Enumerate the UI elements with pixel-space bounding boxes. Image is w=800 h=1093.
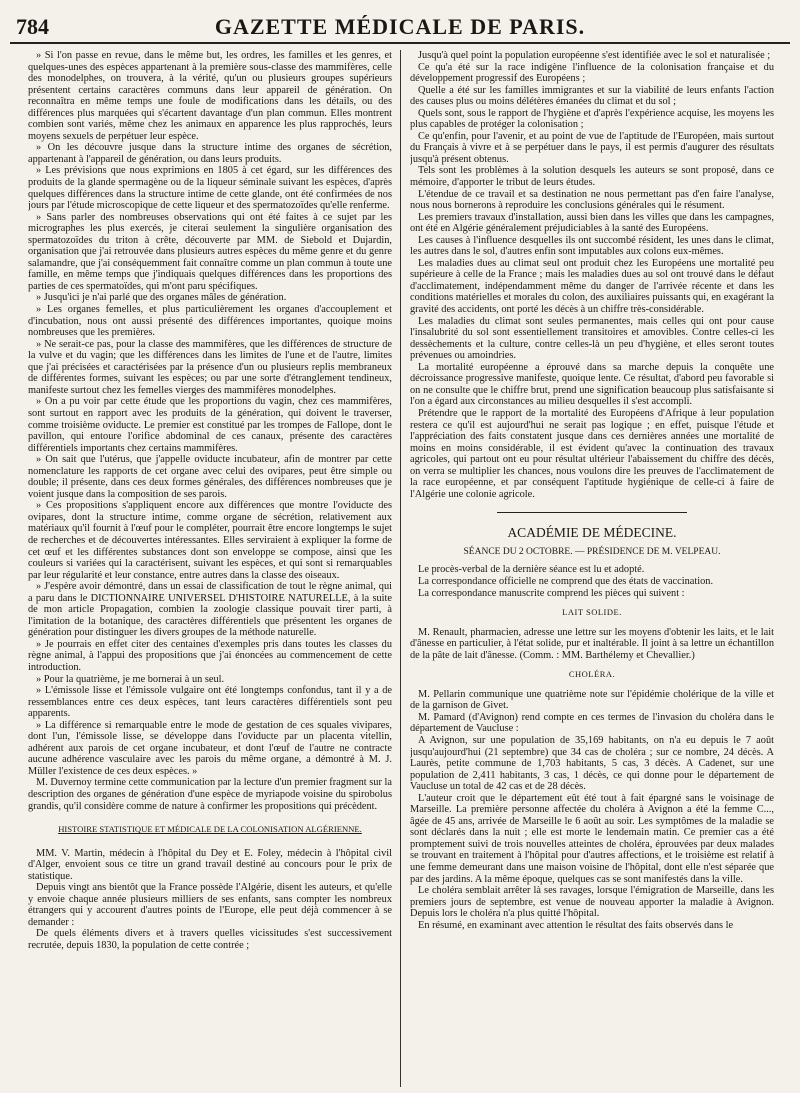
session-line: SÉANCE DU 2 OCTOBRE. — PRÉSIDENCE DE M. VELPEAU. [463, 546, 721, 557]
journal-title: GAZETTE MÉDICALE DE PARIS. [214, 14, 586, 39]
paragraph: » J'espère avoir démontré, dans un essai de classification de tout le règne animal, qui a paru dans le DICTIONNAIRE UNIVERSEL D'HISTOIRE NATURELLE, à la suite de mon article Propagation, combien la zoologie classique pouvait tirer parti, à l'imitation de la botanique, des caractères différentiels que présentent les organes de génération pour distinguer les divers groupes de la méthode naturelle. [28, 581, 392, 639]
subsection-heading: LAIT SOLIDE. [562, 607, 622, 618]
paragraph: » L'émissole lisse et l'émissole vulgaire ont été longtemps confondus, tant il y a de ressemblances entre ces deux espèces, tant leurs caractères différentiels sont peu apparents. [28, 685, 392, 720]
paragraph: » Sans parler des nombreuses observations qui ont été faites à ce sujet par les micrographes les plus exercés, je citerai seulement la singulière organisation des spermatozoïdes du triton à crête, découverte par MM. de Siebold et Dujardin, organisation que j'ai retrouvée dans plusieurs autres espèces du même genre et du genre salamandre, que j'ai conséquemment fait connaître comme un plan commun à toute une famille, en même temps que j'indiquais quelques différences dans les proportions des parties de ces spermatoïdes, qui m'ont paru spécifiques. [28, 212, 392, 293]
paragraph: La correspondance officielle ne comprend que des états de vaccination. [418, 575, 714, 587]
paragraph: » Je pourrais en effet citer des centaines d'exemples pris dans toutes les classes du règne animal, à l'appui des propositions que j'ai énoncées au commencement de cette introduction. [28, 639, 392, 674]
paragraph: Les causes à l'influence desquelles ils ont succombé résident, les unes dans le climat, les autres dans le sol, d'autres enfin sont imputables aux colons eux-mêmes. [410, 234, 774, 258]
page-number: 784 [16, 14, 49, 39]
paragraph: Quels sont, sous le rapport de l'hygiène et d'après l'expérience acquise, les moyens les plus capables de protéger la colonisation ; [410, 107, 774, 131]
left-column [28, 50, 392, 1089]
paragraph: » Ces propositions s'appliquent encore aux différences que montre l'oviducte des ovipares, dont la structure intime, comme organe de sécrétion, relativement aux matériaux qu'il fournit à l'œuf pour le compléter, pourrait être encore longtemps le sujet de recherches et de découvertes intéressantes. Elles serviraient à expliquer la forme de cet œuf et les différentes substances dont son enveloppe se compose, ainsi que les couleurs si variées qui la caractérisent, suivant les espèces, et qui sont si remarquables par leur régularité et leur constance, entre autres dans la classe des oiseaux. [28, 500, 392, 581]
paragraph: Depuis vingt ans bientôt que la France possède l'Algérie, disent les auteurs, et qu'elle y envoie chaque année plusieurs milliers de ses enfants, sans compter les nombreux étrangers qui y accourent d'autres points de l'Europe, elle peut déjà commencer à se demander : [28, 882, 392, 928]
paragraph: L'étendue de ce travail et sa destination ne nous permettant pas d'en faire l'analyse, nous nous bornerons à reproduire les conclusions générales qui le résument. [410, 188, 774, 212]
paragraph: Les maladies dues au climat seul ont produit chez les Européens une mortalité peu supérieure à celle de la France ; mais les maladies dues au sol ont trouvé dans le défaut d'acclimatement, indépendamment même du danger de l'arrivée récente et dans les conditions matérielles et morales du colon, des auxiliaires puissants qui, en exagérant la gravité des accidents, ont porté les décès à un chiffre très-considérable. [410, 257, 774, 316]
paragraph: La correspondance manuscrite comprend les pièces qui suivent : [418, 587, 685, 599]
paragraph: » On les découvre jusque dans la structure intime des organes de sécrétion, appartenant à l'appareil de génération, ou dans leurs produits. [28, 142, 392, 165]
paragraph: M. Renault, pharmacien, adresse une lettre sur les moyens d'obtenir les laits, et le lait d'ânesse en particulier, à l'état solide, pur et inaltérable. Il joint à sa lettre un échantillon de la pâte de lait d'ânesse. (Comm. : MM. Barthélemy et Chevallier.) [410, 626, 774, 661]
paragraph: Le procès-verbal de la dernière séance est lu et adopté. [418, 564, 645, 576]
paragraph: » Pour la quatrième, je me bornerai à un seul. [28, 674, 392, 686]
paragraph: Ce qu'enfin, pour l'avenir, et au point de vue de l'aptitude de l'Européen, mais surtout du Français à vivre et à se perpétuer dans le pays, il est permis d'augurer des résultats jusqu'à présent obtenus. [410, 130, 774, 165]
paragraph: Jusqu'à quel point la population européenne s'est identifiée avec le sol et naturalisée ; [418, 50, 771, 61]
section-divider [497, 512, 687, 513]
paragraph: » Si l'on passe en revue, dans le même but, les ordres, les familles et les genres, et quelques-unes des espèces appartenant à la première sous-classe des mammifères, celle des monodelphes, on trouvera, à la vérité, qu'un ou plusieurs groupes supérieurs présentent certains caractères communs dans leur appareil de génération. On reconnaîtra en même temps une foule de modifications dans les détails, ou des différences plus marquées qui s'écartent davantage d'un plan commun. Elles montrent combien sont variés, même chez les animaux en apparence les plus rapprochés, leurs moyens sexuels de perpétuer leur espèce. [28, 50, 392, 142]
section-title: HISTOIRE STATISTIQUE ET MÉDICALE DE LA COLONISATION ALGÉRIENNE. [58, 824, 362, 835]
paragraph: » On a pu voir par cette étude que les proportions du vagin, chez ces mammifères, sont surtout en rapport avec les produits de la génération, qui doivent le traverser, comme troisième oviducte. Le premier est constitué par les trompes de Fallope, dont le pavillon, qui entoure l'orifice abdominal de ces canaux, présente des caractères différentiels importants chez certains mammifères. [28, 396, 392, 454]
paragraph: » Jusqu'ici je n'ai parlé que des organes mâles de génération. [28, 292, 392, 304]
paragraph: Le choléra semblait arrêter là ses ravages, lorsque l'émigration de Marseille, dans les premiers jours de septembre, est venue de nouveau apporter la maladie à Avignon. Depuis lors le choléra n'a plus quitté l'hôpital. [410, 885, 774, 920]
right-column [410, 50, 774, 1089]
paragraph: En résumé, en examinant avec attention le résultat des faits observés dans le [418, 919, 734, 931]
paragraph: M. Duvernoy termine cette communication par la lecture d'un premier fragment sur la description des organes de génération d'une espèce de myriapode voisine du spirobolus grandis, qu'il considère comme de nature à confirmer les propositions qui précèdent. [28, 777, 392, 812]
paragraph: Ce qu'a été sur la race indigène l'influence de la colonisation française et du développement progressif des Européens ; [410, 61, 774, 85]
column-divider [400, 50, 401, 1087]
academy-heading: ACADÉMIE DE MÉDECINE. [507, 525, 677, 541]
paragraph: » La différence si remarquable entre le mode de gestation de ces squales vivipares, dont l'un, l'émissole lisse, se développe dans l'oviducte par un placenta vitellin, adhérent aux parois de cet organe incubateur, et dont l'œuf de l'autre ne contracte aucune adhérence vasculaire avec les parois du même organe, a démontré à M. J. Müller l'existence de ces deux espèces. » [28, 720, 392, 778]
paragraph: Tels sont les problèmes à la solution desquels les auteurs se sont proposé, dans ce mémoire, d'apporter le tribut de leurs études. [410, 165, 774, 189]
paragraph: MM. V. Martin, médecin à l'hôpital du Dey et E. Foley, médecin à l'hôpital civil d'Alger, envoient sous ce titre un grand travail destiné au concours pour le prix de statistique. [28, 847, 392, 882]
paragraph: Quelle a été sur les familles immigrantes et sur la viabilité de leurs enfants l'action des causes plus ou moins délétères émanées du climat et du sol ; [410, 84, 774, 108]
paragraph: L'auteur croit que le département eût été tout à fait épargné sans le voisinage de Marseille. La première personne affectée du choléra à Avignon a été la femme C..., âgée de 45 ans, arrivée de Marseille le 6 août au soir. Les symptômes de la maladie se sont déclarés dans la nuit ; elle est morte le lendemain matin. Ce premier cas a été promptement suivi de trois nouvelles atteintes de choléra, éprouvées par deux malades se trouvant en traitement à l'hôpital pour d'autres affections, et le troisième est relatif à une femme demeurant dans une maison voisine de l'hôpital, dont elle n'est séparée que par des jardins. A la même époque, quelques cas se sont manifestés dans la ville. [410, 792, 774, 885]
paragraph: La mortalité européenne a éprouvé dans sa marche depuis la conquête une décroissance progressive manifeste, quoique lente. Ce résultat, d'abord peu favorable si on ne consulte que le chiffre brut, prend une signification beaucoup plus satisfaisante si l'on a égard aux circonstances au milieu desquelles il s'est accompli. [410, 361, 774, 408]
paragraph: » On sait que l'utérus, que j'appelle oviducte incubateur, afin de montrer par cette nomenclature les rapports de cet organe avec celui des ovipares, peut être simple ou double; il présente, dans ces deux formes générales, des différences nombreuses que je voient jusque dans la composition de ses parois. [28, 454, 392, 500]
paragraph: Les maladies du climat sont seules permanentes, mais celles qui ont pour cause l'insalubrité du sol sont essentiellement transitoires et amovibles. Contre celles-ci les dessèchements et la culture, contre celles-là un peu d'hygiène, et elles seront toutes prévenues ou amoindries. [410, 315, 774, 362]
paragraph: Prétendre que le rapport de la mortalité des Européens d'Afrique à leur population restera ce qu'il est aujourd'hui ne serait pas logique ; en effet, puisque l'étude et l'appréciation des faits constatent jusque dans ces dernières années une mortalité de moins en moins considérable, il est évident qu'avec la continuation des travaux agricoles, qui partout ont eu pour résultat ultérieur l'abaissement du chiffre des décès, on verra se multiplier les chances, nous voulons dire les preuves de l'acclimatement de la race européenne, et par conséquent l'aptitude hygiénique de celle-ci à faire de l'Algérie une colonie agricole. [410, 407, 774, 500]
page-header [10, 8, 790, 44]
paragraph: Les premiers travaux d'installation, aussi bien dans les villes que dans les campagnes, ont été en Algérie généralement préjudiciables à la santé des Européens. [410, 211, 774, 235]
subsection-heading: CHOLÉRA. [568, 669, 616, 680]
paragraph: M. Pamard (d'Avignon) rend compte en ces termes de l'invasion du choléra dans le département de Vaucluse : [410, 711, 774, 735]
paragraph: » Les organes femelles, et plus particulièrement les organes d'accouplement et d'incubation, nous ont aussi présenté des différences importantes, quoique moins nombreuses que les premières. [28, 304, 392, 339]
paragraph: De quels éléments divers et à travers quelles vicissitudes s'est successivement recrutée, depuis 1830, la population de cette contrée ; [28, 928, 392, 952]
paragraph: A Avignon, sur une population de 35,169 habitants, on n'a eu depuis le 7 août jusqu'aujourd'hui (21 septembre) que 34 cas de choléra ; sur ce nombre, 24 décès. A Laurès, petite commune de 1,703 habitants, 5 cas, 3 décès. A Cadenet, sur une population de 2,411 habitants, 3 cas, 1 décès, ce qui donne pour le département de Vaucluse un total de 42 cas et de 28 décès. [410, 734, 774, 793]
paragraph: » Ne serait-ce pas, pour la classe des mammifères, que les différences de structure de la vulve et du vagin; que les différences dans les limites de l'une et de l'autre, limites que j'ai précisées et caractérisées par la présence d'un ou plusieurs replis membraneux de différentes formes, suivant les espèces; ou par une sorte d'étranglement tendineux, manifeste surtout chez les femelles vierges des mammifères monodelphes. [28, 339, 392, 397]
paragraph: M. Pellarin communique une quatrième note sur l'épidémie cholérique de la ville et de la garnison de Givet. [410, 688, 774, 712]
paragraph: » Les prévisions que nous exprimions en 1805 à cet égard, sur les différences des produits de la glande spermagène ou de la liqueur séminale suivant les espèces, d'après quelques différences dans la structure intime de cette glande, ont été confirmées de nos jours par l'étude microscopique de cette liqueur et des spermatozoïdes qu'elle renferme. [28, 165, 392, 211]
